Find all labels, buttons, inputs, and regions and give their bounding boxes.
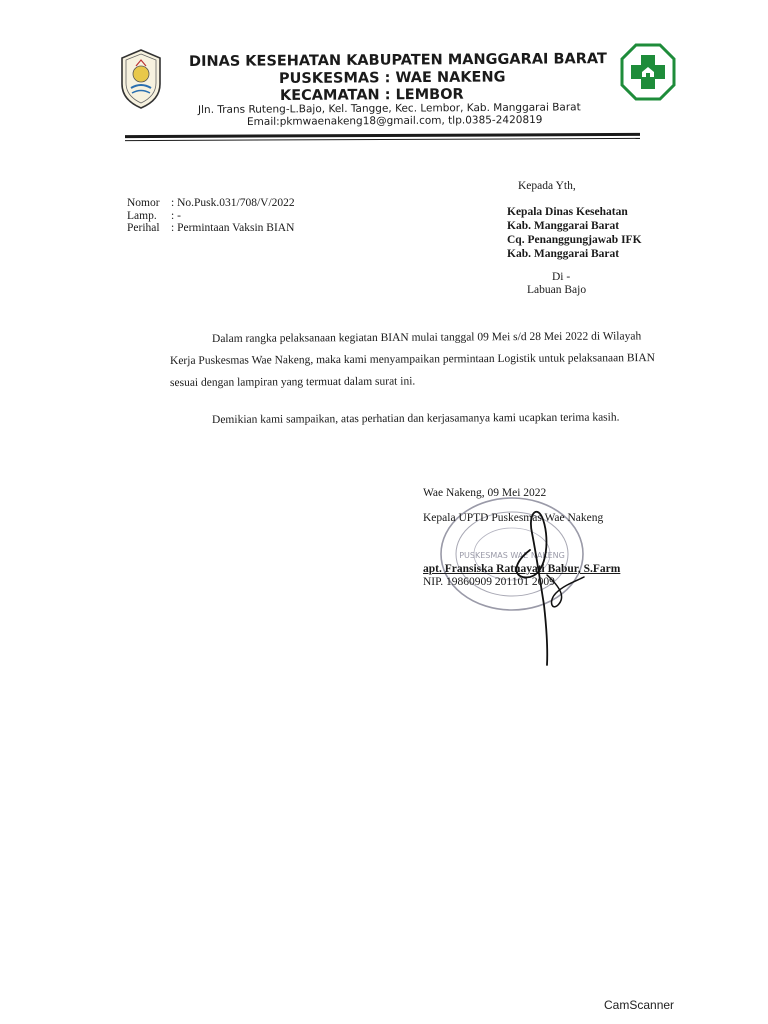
stamp-text: PUSKESMAS WAE NAKENG bbox=[459, 551, 565, 560]
meta-lamp-label: Lamp. bbox=[127, 210, 157, 222]
meta-perihal-value: : Permintaan Vaksin BIAN bbox=[171, 222, 295, 234]
recipient-line-2: Kab. Manggarai Barat bbox=[507, 220, 620, 232]
body-paragraph-1-line-2: Kerja Puskesmas Wae Nakeng, maka kami menyampaikan permintaan Logistik untuk pelaksanaan BIAN bbox=[169, 352, 655, 367]
recipient-line-4: Kab. Manggarai Barat bbox=[507, 248, 620, 260]
recipient-greeting: Kepada Yth, bbox=[518, 180, 576, 192]
meta-perihal bbox=[127, 222, 294, 234]
meta-nomor-label: Nomor bbox=[127, 197, 160, 209]
recipient-place: Labuan Bajo bbox=[527, 284, 587, 296]
recipient-di: Di - bbox=[552, 271, 571, 283]
letterhead-agency: DINAS KESEHATAN KABUPATEN MANGGARAI BARAT bbox=[188, 51, 607, 70]
recipient-block bbox=[507, 205, 642, 261]
body-paragraph-1-line-1: Dalam rangka pelaksanaan kegiatan BIAN mulai tanggal 09 Mei s/d 28 Mei 2022 di Wilayah bbox=[211, 330, 642, 345]
meta-lamp bbox=[127, 210, 181, 222]
recipient-line-3: Cq. Penanggungjawab IFK bbox=[507, 234, 642, 246]
body-paragraph-2: Demikian kami sampaikan, atas perhatian dan kerjasamanya kami ucapkan terima kasih. bbox=[211, 411, 620, 426]
letterhead-rule-thin bbox=[125, 138, 640, 141]
letterhead-contact: Email:pkmwaenakeng18@gmail.com, tlp.0385-2420819 bbox=[246, 113, 543, 128]
letterhead-puskesmas: PUSKESMAS : WAE NAKENG bbox=[278, 69, 506, 87]
meta-nomor bbox=[127, 197, 295, 209]
letterhead-kecamatan: KECAMATAN : LEMBOR bbox=[279, 86, 464, 104]
scanner-watermark: CamScanner bbox=[604, 998, 675, 1012]
signature-position: Kepala UPTD Puskesmas Wae Nakeng bbox=[423, 512, 604, 524]
letterhead-address: Jln. Trans Ruteng-L.Bajo, Kel. Tangge, Kec. Lembor, Kab. Manggarai Barat bbox=[197, 101, 581, 116]
meta-lamp-value: : - bbox=[171, 210, 181, 222]
meta-nomor-value: : No.Pusk.031/708/V/2022 bbox=[171, 197, 295, 209]
signature-place-date: Wae Nakeng, 09 Mei 2022 bbox=[423, 487, 547, 499]
signature-nip: NIP. 19860909 201101 2009 bbox=[423, 576, 555, 588]
handwritten-signature bbox=[500, 505, 590, 670]
signature-name: apt. Fransiska Ratnayati Babur, S.Farm bbox=[423, 563, 621, 575]
body-paragraph-1-line-3: sesuai dengan lampiran yang termuat dalam surat ini. bbox=[169, 375, 416, 389]
puskesmas-logo-icon bbox=[620, 43, 676, 101]
meta-perihal-label: Perihal bbox=[127, 222, 160, 234]
recipient-line-1: Kepala Dinas Kesehatan bbox=[507, 206, 628, 218]
regency-emblem-logo bbox=[118, 48, 164, 110]
